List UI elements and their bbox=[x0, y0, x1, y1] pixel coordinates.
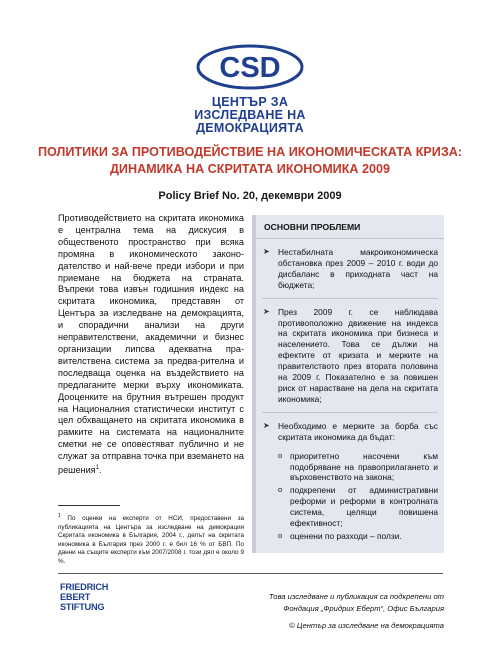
credits-line-2: Фондация „Фридрих Еберт“, Офис България bbox=[283, 604, 444, 613]
credits-line-1: Това изследване и публикация са подкрепени от bbox=[268, 592, 444, 601]
fes-line-3: STIFTUNG bbox=[60, 601, 105, 612]
main-body-text: Противодействието на скритата икономика е централна тема на дискусия в общественото пространство при всяка промяна в икономическото законо-дателство и най-вече преди избори и при приемане на бюджета на страната. Въпреки това извън годишния индекс на скритата икономика, представян от Центъра за изследване на демокрацията, и спорадични анализи на други неправителствени, академични и бизнес организации липсва адекватна пра-вителствена система за предва-рителна и последваща оценка на въздействието на предлаганите мерки върху икономиката. Дооценките на брутния вътрешен продукт на Националния статистически институт с цел обхващането на скритата икономика в рамките на системата на националните сметки не се оповестяват публично и не служат за отправна точка при вземането на решения$^1$. bbox=[58, 213, 244, 476]
title-line-2: ДИНАМИКА НА СКРИТАТА ИКОНОМИКА 2009 bbox=[109, 161, 391, 176]
arrow-bullet-icon: ➤ bbox=[263, 247, 270, 256]
fes-line-2: EBERT bbox=[60, 591, 91, 602]
sidebar-subitem bbox=[256, 449, 444, 484]
sidebar-item-text: През 2009 г. се наблюдава противоположно движение на индекса на скритата икономика при бизнеса и населението. Това се дължи на ефектите от кризата и мерките на правителството през втората половина на 2009 г. Показателно е за повишен риск от нарастване на дела на скритата икономика; bbox=[278, 306, 438, 404]
csd-logo-mark-icon bbox=[195, 44, 305, 90]
csd-logo bbox=[0, 44, 500, 135]
logo-line-1: ЦЕНТЪР ЗА bbox=[211, 95, 289, 109]
sidebar-subitem-text: оценени по разходи – ползи. bbox=[290, 530, 402, 541]
sidebar-subitem bbox=[256, 483, 444, 529]
arrow-bullet-icon: ➤ bbox=[263, 420, 270, 430]
circle-bullet-icon: o bbox=[278, 450, 283, 460]
title-line-1: ПОЛИТИКИ ЗА ПРОТИВОДЕЙСТВИЕ НА ИКОНОМИЧЕСКАТА КРИЗА: bbox=[37, 145, 463, 159]
sidebar-item bbox=[256, 299, 444, 405]
circle-bullet-icon: o bbox=[278, 485, 283, 495]
footnote-divider bbox=[58, 505, 120, 506]
sidebar-subitem-text: приоритетно насочени към подобряване на правоприлагането и върховенството на закона; bbox=[290, 450, 438, 483]
body-paragraph: Противодействието на скритата икономика е централна тема на дискусия в общественото пространство при всяка промяна в икономическото законо-дателство и най-вече преди избори и при приемане на бюджета на страната. Въпреки това извън годишния индекс на скритата икономика, представян от Центъра за изследване на демокрацията, и спорадични анализи на други неправителствени, академични и бизнес организации липсва адекватна пра-вителствена система за предва-рителна и последваща оценка на въздействието на предлаганите мерки върху икономиката. Дооценките на брутния вътрешен продукт на Националния статистически институт с цел обхващането на скритата икономика в рамките на системата на националните сметки не се оповестяват публично и не служат за отправна точка при вземането на решения bbox=[58, 213, 244, 476]
fes-line-1: FRIEDRICH bbox=[60, 582, 109, 592]
sidebar-item-text: Необходимо е мерките за борба със скритата икономика да бъдат: bbox=[278, 420, 438, 442]
sidebar-subitem bbox=[256, 529, 444, 542]
footer-divider bbox=[58, 573, 443, 574]
logo-line-3: ДЕМОКРАЦИЯТА bbox=[196, 121, 304, 135]
footnote-reference: 1 bbox=[95, 465, 99, 472]
sidebar-heading: ОСНОВНИ ПРОБЛЕМИ bbox=[256, 215, 444, 239]
sidebar-item-text: Нестабилната макроикономическа обстановка през 2009 – 2010 г. води до дисбаланс в приходната част на бюджета; bbox=[278, 247, 438, 290]
logo-wordmark bbox=[0, 96, 500, 135]
logo-mark-text: CSD bbox=[219, 52, 281, 84]
logo-line-2: ИЗСЛЕДВАНЕ НА bbox=[194, 108, 306, 122]
document-title bbox=[30, 144, 470, 177]
footnote bbox=[58, 512, 244, 567]
arrow-bullet-icon: ➤ bbox=[263, 306, 270, 316]
sidebar-item bbox=[256, 413, 444, 443]
sidebar-item bbox=[256, 239, 444, 291]
key-problems-sidebar bbox=[252, 215, 444, 553]
sidebar-subitem-text: подкрепени от административни реформи и реформи в контролната система, целящи повишена ефективност; bbox=[290, 485, 438, 529]
policy-brief-subtitle: Policy Brief No. 20, декември 2009 bbox=[158, 190, 342, 202]
support-credits bbox=[240, 591, 444, 615]
fes-logo bbox=[60, 583, 130, 612]
footnote-number: 1 bbox=[58, 513, 61, 519]
copyright-notice: © Център за изследване на демокрацията bbox=[289, 621, 444, 630]
footnote-text: По оценки на експерти от НСИ, предоставени за публикацията на Центъра за изследване на демокрация Скритата икономика в България, 2004 г., делът на скритата икономика в България през 2000 г. е бил 16 % от БВП. По данни на същите експерти към 2007/2008 г. този дял е около 9 %. bbox=[58, 515, 245, 566]
circle-bullet-icon: o bbox=[278, 530, 283, 540]
